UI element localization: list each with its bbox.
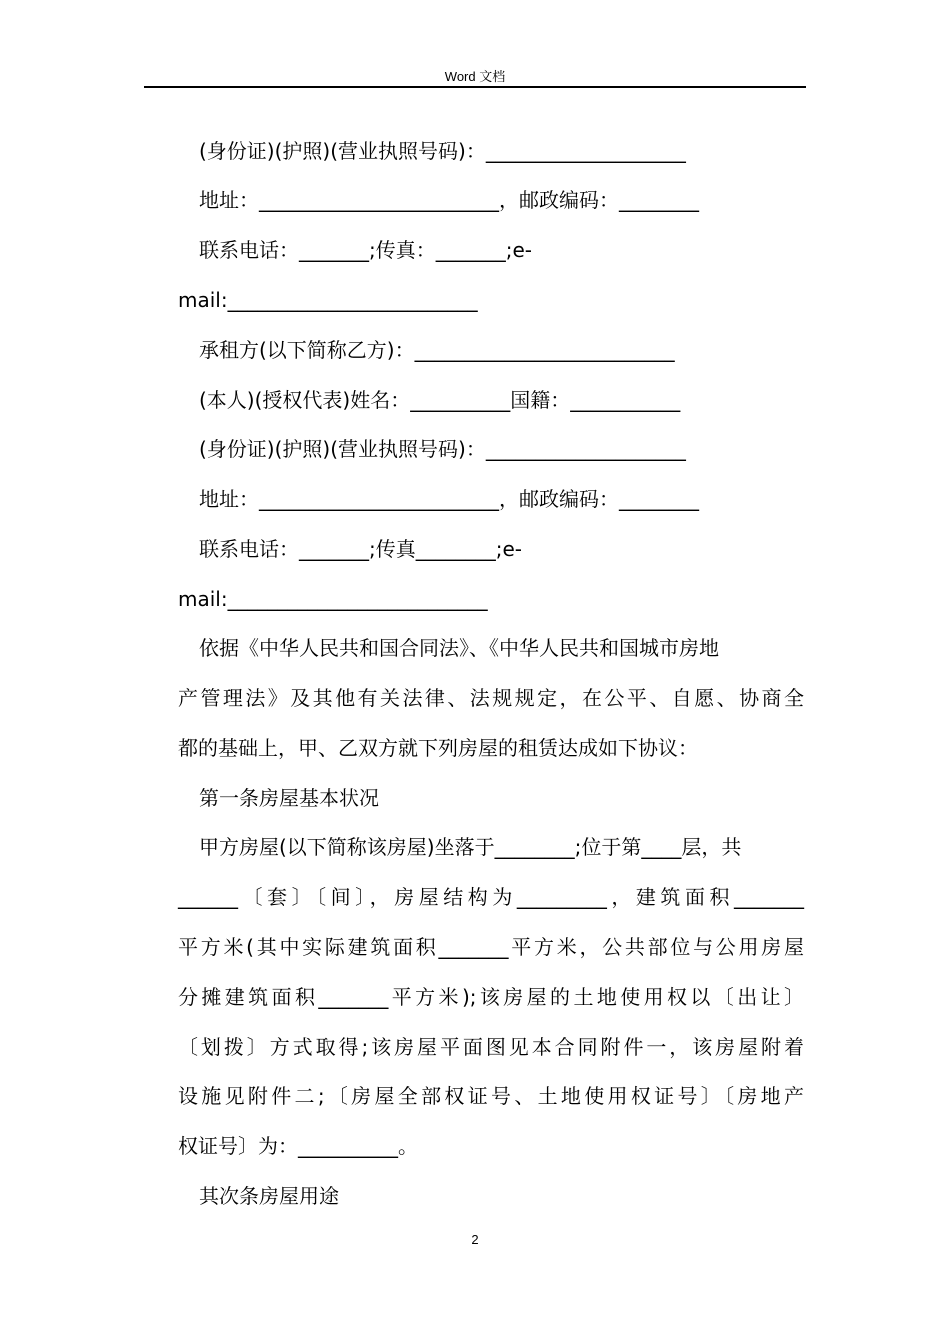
- text-line: mail:__________________________: [178, 587, 488, 611]
- text-line: 联系电话：_______;传真________;e-: [199, 537, 522, 561]
- text-line: 平方米(其中实际建筑面积_______平方米，公共部位与公用房屋: [178, 935, 804, 959]
- text-line: 设施见附件二;〔房屋全部权证号、土地使用权证号〕〔房地产: [178, 1084, 804, 1108]
- text-line: ______〔套〕〔间〕，房屋结构为_________，建筑面积_______: [178, 885, 804, 909]
- text-line: 承租方(以下简称乙方)：__________________________: [199, 338, 675, 362]
- text-line: 地址：________________________，邮政编码：________: [199, 188, 699, 212]
- header-divider: [144, 86, 806, 88]
- text-line: 都的基础上，甲、乙双方就下列房屋的租赁达成如下协议：: [178, 736, 698, 760]
- text-line: 分摊建筑面积_______平方米);该房屋的土地使用权以〔出让〕: [178, 985, 804, 1009]
- text-line: 甲方房屋(以下简称该房屋)坐落于________;位于第____层，共: [199, 835, 742, 859]
- text-line: (身份证)(护照)(营业执照号码)：____________________: [199, 139, 686, 163]
- section-heading: 其次条房屋用途: [199, 1184, 339, 1208]
- section-heading: 第一条房屋基本状况: [199, 786, 379, 810]
- page-header: Word 文档: [444, 69, 506, 84]
- text-line: (本人)(授权代表)姓名：__________国籍：___________: [199, 388, 681, 412]
- text-line: 联系电话：_______;传真：_______;e-: [199, 238, 532, 262]
- text-line: 权证号〕为：__________。: [178, 1134, 418, 1158]
- page-number: 2: [471, 1232, 479, 1247]
- text-line: 产管理法》及其他有关法律、法规规定，在公平、自愿、协商全: [178, 686, 804, 710]
- text-line: (身份证)(护照)(营业执照号码)：____________________: [199, 437, 686, 461]
- text-line: 地址：________________________，邮政编码：________: [199, 487, 699, 511]
- text-line: mail:_________________________: [178, 288, 478, 312]
- text-line: 〔划拨〕方式取得;该房屋平面图见本合同附件一，该房屋附着: [178, 1035, 804, 1059]
- text-line: 依据《中华人民共和国合同法》、《中华人民共和国城市房地: [199, 636, 719, 660]
